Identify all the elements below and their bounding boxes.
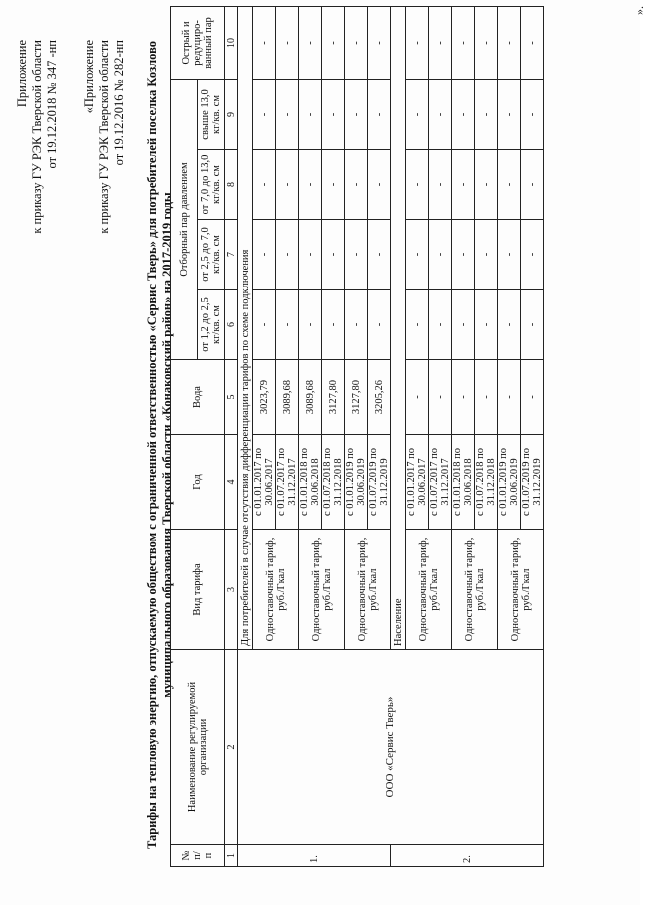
value-cell-p1: - <box>475 290 498 360</box>
value-cell-p3: - <box>345 150 368 220</box>
header-org: Наименование регулируемой организации <box>171 650 225 845</box>
header-type: Вид тарифа <box>171 530 225 650</box>
value-cell-sharp: - <box>368 6 391 79</box>
appendix-header-line: «Приложение <box>82 40 96 114</box>
organization-name: ООО «Сервис Тверь» <box>238 650 544 845</box>
value-cell-p1: - <box>276 290 299 360</box>
value-cell-p3: - <box>276 150 299 220</box>
value-cell-p1: - <box>429 290 452 360</box>
value-cell-p4: - <box>368 79 391 149</box>
value-cell-p3: - <box>475 150 498 220</box>
document-title-line: Тарифы на тепловую энергию, отпускаемую обществом с ограниченной ответственностью «Сервис Тверь» для потребителей поселка Козлово <box>145 41 159 850</box>
header-pressure-4: свыше 13,0 кг/кв. см <box>198 79 225 149</box>
section-number: 1. <box>238 845 391 867</box>
value-cell-p2: - <box>276 220 299 290</box>
period-cell: с 01.07.2019 по 31.12.2019 <box>521 435 544 530</box>
section-number: 2. <box>391 845 544 867</box>
tariff-table <box>170 6 544 867</box>
value-cell-p3: - <box>322 150 345 220</box>
value-cell-sharp: - <box>406 6 429 79</box>
value-cell-sharp: - <box>498 6 521 79</box>
section-row <box>238 6 253 866</box>
value-cell-p3: - <box>429 150 452 220</box>
column-index: 2 <box>225 650 238 845</box>
column-index: 8 <box>225 150 238 220</box>
value-cell-p2: - <box>299 220 322 290</box>
value-cell-sharp: - <box>322 6 345 79</box>
header-water: Вода <box>171 360 225 435</box>
value-cell-water: - <box>429 360 452 435</box>
value-cell-p3: - <box>299 150 322 220</box>
previous-appendix-header <box>82 40 127 420</box>
value-cell-p4: - <box>452 79 475 149</box>
value-cell-p3: - <box>368 150 391 220</box>
value-cell-sharp: - <box>299 6 322 79</box>
header-steam: Отборный пар давлением <box>171 79 198 359</box>
appendix-header-line: от 19.12.2018 № 347 -нп <box>45 40 59 169</box>
header-sharp-steam: Острый и редуциро-ванный пар <box>171 6 225 79</box>
value-cell-p2: - <box>368 220 391 290</box>
value-cell-p2: - <box>429 220 452 290</box>
value-cell-p2: - <box>498 220 521 290</box>
value-cell-p2: - <box>406 220 429 290</box>
value-cell-p1: - <box>299 290 322 360</box>
value-cell-p2: - <box>521 220 544 290</box>
value-cell-water: 3127,80 <box>322 360 345 435</box>
value-cell-water: - <box>452 360 475 435</box>
value-cell-p1: - <box>368 290 391 360</box>
value-cell-p4: - <box>406 79 429 149</box>
period-cell: с 01.01.2018 по 30.06.2018 <box>299 435 322 530</box>
value-cell-p3: - <box>521 150 544 220</box>
appendix-header <box>15 40 60 420</box>
tariff-type: Одноставочный тариф, руб./Гкал <box>253 530 299 650</box>
value-cell-p3: - <box>452 150 475 220</box>
closing-quote: ». <box>632 6 646 15</box>
value-cell-p1: - <box>406 290 429 360</box>
value-cell-p4: - <box>276 79 299 149</box>
value-cell-p1: - <box>322 290 345 360</box>
tariff-table-body <box>171 6 544 866</box>
column-index: 9 <box>225 79 238 149</box>
column-index: 5 <box>225 360 238 435</box>
value-cell-sharp: - <box>521 6 544 79</box>
value-cell-p4: - <box>498 79 521 149</box>
column-index: 6 <box>225 290 238 360</box>
value-cell-p1: - <box>253 290 276 360</box>
period-cell: с 01.01.2018 по 30.06.2018 <box>452 435 475 530</box>
value-cell-p3: - <box>406 150 429 220</box>
section-title: Для потребителей в случае отсутствия дифференциации тарифов по схеме подключения <box>238 6 253 649</box>
header-pressure-3: от 7,0 до 13,0 кг/кв. см <box>198 150 225 220</box>
value-cell-water: - <box>521 360 544 435</box>
value-cell-p1: - <box>452 290 475 360</box>
appendix-header-line: от 19.12.2016 № 282-нп <box>112 40 126 166</box>
value-cell-sharp: - <box>253 6 276 79</box>
value-cell-p2: - <box>452 220 475 290</box>
value-cell-water: 3023,79 <box>253 360 276 435</box>
value-cell-water: 3205,26 <box>368 360 391 435</box>
period-cell: с 01.01.2017 по 30.06.2017 <box>253 435 276 530</box>
tariff-type: Одноставочный тариф, руб./Гкал <box>498 530 544 650</box>
value-cell-sharp: - <box>276 6 299 79</box>
tariff-type: Одноставочный тариф, руб./Гкал <box>345 530 391 650</box>
document-title-line: муниципального образования Тверской области «Конаковский район» на 2017-2019 годы <box>160 192 174 698</box>
value-cell-sharp: - <box>475 6 498 79</box>
value-cell-p4: - <box>322 79 345 149</box>
value-cell-p4: - <box>253 79 276 149</box>
value-cell-p2: - <box>345 220 368 290</box>
value-cell-p3: - <box>253 150 276 220</box>
column-index: 3 <box>225 530 238 650</box>
value-cell-water: - <box>406 360 429 435</box>
value-cell-p2: - <box>322 220 345 290</box>
column-index: 10 <box>225 6 238 79</box>
table-header-row <box>171 6 198 866</box>
period-cell: с 01.01.2017 по 30.06.2017 <box>406 435 429 530</box>
value-cell-sharp: - <box>452 6 475 79</box>
appendix-header-line: к приказу ГУ РЭК Тверской области <box>97 40 111 234</box>
section-title: Население <box>391 6 406 649</box>
period-cell: с 01.01.2019 по 30.06.2019 <box>345 435 368 530</box>
tariff-type: Одноставочный тариф, руб./Гкал <box>406 530 452 650</box>
appendix-header-line: Приложение <box>15 40 29 108</box>
period-cell: с 01.07.2019 по 31.12.2019 <box>368 435 391 530</box>
header-pressure-1: от 1,2 до 2,5 кг/кв. см <box>198 290 225 360</box>
period-cell: с 01.01.2019 по 30.06.2019 <box>498 435 521 530</box>
period-cell: с 01.07.2017 по 31.12.2017 <box>429 435 452 530</box>
value-cell-p1: - <box>498 290 521 360</box>
value-cell-p4: - <box>429 79 452 149</box>
tariff-type: Одноставочный тариф, руб./Гкал <box>299 530 345 650</box>
value-cell-p2: - <box>253 220 276 290</box>
appendix-header-line: к приказу ГУ РЭК Тверской области <box>30 40 44 234</box>
value-cell-sharp: - <box>429 6 452 79</box>
header-pressure-2: от 2,5 до 7,0 кг/кв. см <box>198 220 225 290</box>
value-cell-p1: - <box>521 290 544 360</box>
value-cell-water: - <box>475 360 498 435</box>
column-index: 1 <box>225 845 238 867</box>
value-cell-p4: - <box>345 79 368 149</box>
column-index: 4 <box>225 435 238 530</box>
tariff-type: Одноставочный тариф, руб./Гкал <box>452 530 498 650</box>
column-index: 7 <box>225 220 238 290</box>
value-cell-p3: - <box>498 150 521 220</box>
value-cell-p1: - <box>345 290 368 360</box>
value-cell-p4: - <box>299 79 322 149</box>
period-cell: с 01.07.2018 по 31.12.2018 <box>322 435 345 530</box>
header-year: Год <box>171 435 225 530</box>
period-cell: с 01.07.2018 по 31.12.2018 <box>475 435 498 530</box>
value-cell-water: - <box>498 360 521 435</box>
value-cell-water: 3127,80 <box>345 360 368 435</box>
header-num: № п/ п <box>171 845 225 867</box>
column-index-row <box>225 6 238 866</box>
value-cell-p4: - <box>475 79 498 149</box>
value-cell-p4: - <box>521 79 544 149</box>
value-cell-water: 3089,68 <box>299 360 322 435</box>
period-cell: с 01.07.2017 по 31.12.2017 <box>276 435 299 530</box>
value-cell-sharp: - <box>345 6 368 79</box>
value-cell-water: 3089,68 <box>276 360 299 435</box>
value-cell-p2: - <box>475 220 498 290</box>
